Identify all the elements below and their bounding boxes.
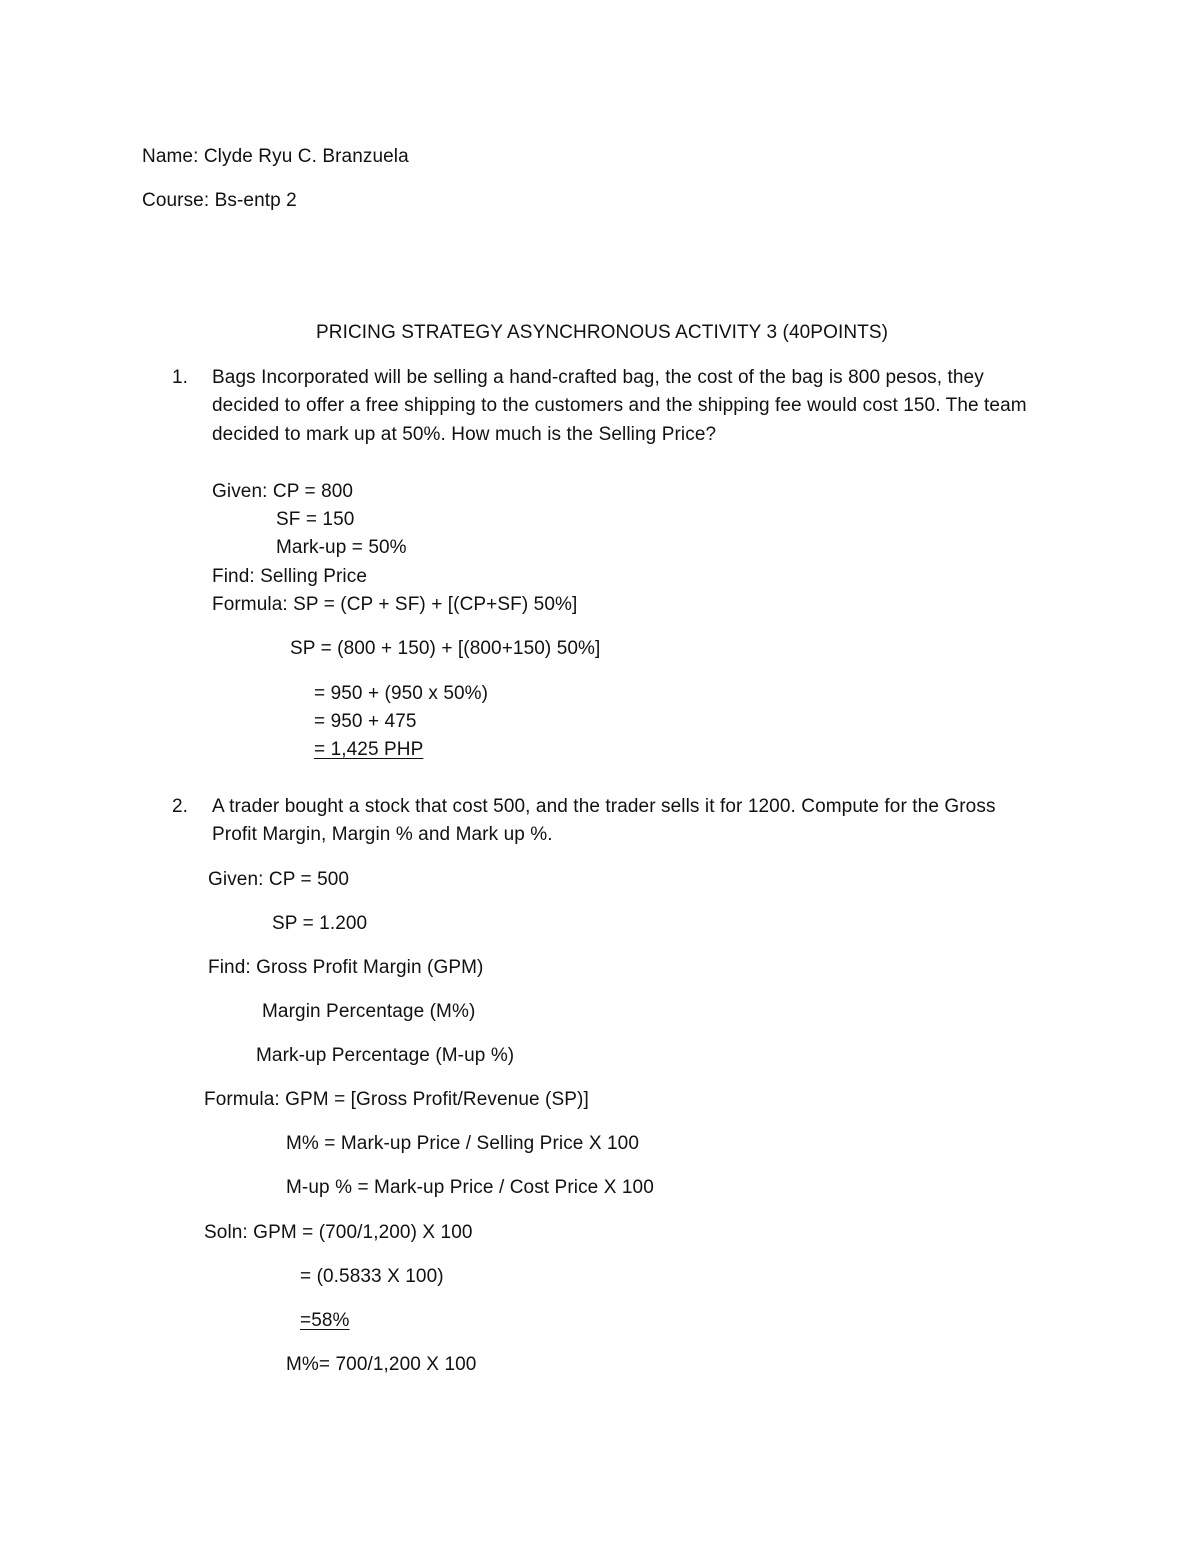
problem-2-formula-margin: M% = Mark-up Price / Selling Price X 100 [286,1133,639,1154]
problem-2-given: Given: CP = 500 [208,869,350,890]
problem-2-question-line-2: Profit Margin, Margin % and Mark up %. [212,824,553,845]
problem-1-formula: Formula: SP = (CP + SF) + [(CP+SF) 50%] [212,594,578,615]
problem-1-question-line-3: decided to mark up at 50%. How much is the Selling Price? [212,424,717,445]
problem-2-selling-price: SP = 1.200 [272,913,368,934]
problem-1-given: Given: CP = 800 [212,481,354,502]
problem-1-question-line-2: decided to offer a free shipping to the customers and the shipping fee would cost 150. The team [212,395,1027,416]
problem-1-shipping-fee: SF = 150 [276,509,355,530]
problem-1-answer: = 1,425 PHP [314,739,424,760]
problem-1-step-2: = 950 + 475 [314,711,417,732]
problem-2-formula: Formula: GPM = [Gross Profit/Revenue (SP)] [204,1089,589,1110]
problem-2-find: Find: Gross Profit Margin (GPM) [208,957,484,978]
student-name: Name: Clyde Ryu C. Branzuela [142,146,409,167]
problem-2-solution: Soln: GPM = (700/1,200) X 100 [204,1222,473,1243]
problem-1-find: Find: Selling Price [212,566,368,587]
problem-2-solution-step: = (0.5833 X 100) [300,1266,444,1287]
problem-2-margin-solution: M%= 700/1,200 X 100 [286,1354,477,1375]
problem-1-number: 1. [172,367,188,388]
problem-2-find-margin: Margin Percentage (M%) [262,1001,476,1022]
problem-1-markup: Mark-up = 50% [276,537,407,558]
problem-2-number: 2. [172,796,188,817]
problem-1-step-1: = 950 + (950 x 50%) [314,683,489,704]
problem-2-solution-answer: =58% [300,1310,350,1331]
problem-2-formula-markup: M-up % = Mark-up Price / Cost Price X 100 [286,1177,654,1198]
problem-2-find-markup: Mark-up Percentage (M-up %) [256,1045,515,1066]
document-title: PRICING STRATEGY ASYNCHRONOUS ACTIVITY 3 (40POINTS) [316,322,889,343]
student-course: Course: Bs-entp 2 [142,190,297,211]
problem-2-question-line-1: A trader bought a stock that cost 500, and the trader sells it for 1200. Compute for the Gross [212,796,996,817]
problem-1-question-line-1: Bags Incorporated will be selling a hand-crafted bag, the cost of the bag is 800 pesos, they [212,367,984,388]
problem-1-substitution: SP = (800 + 150) + [(800+150) 50%] [290,638,601,659]
